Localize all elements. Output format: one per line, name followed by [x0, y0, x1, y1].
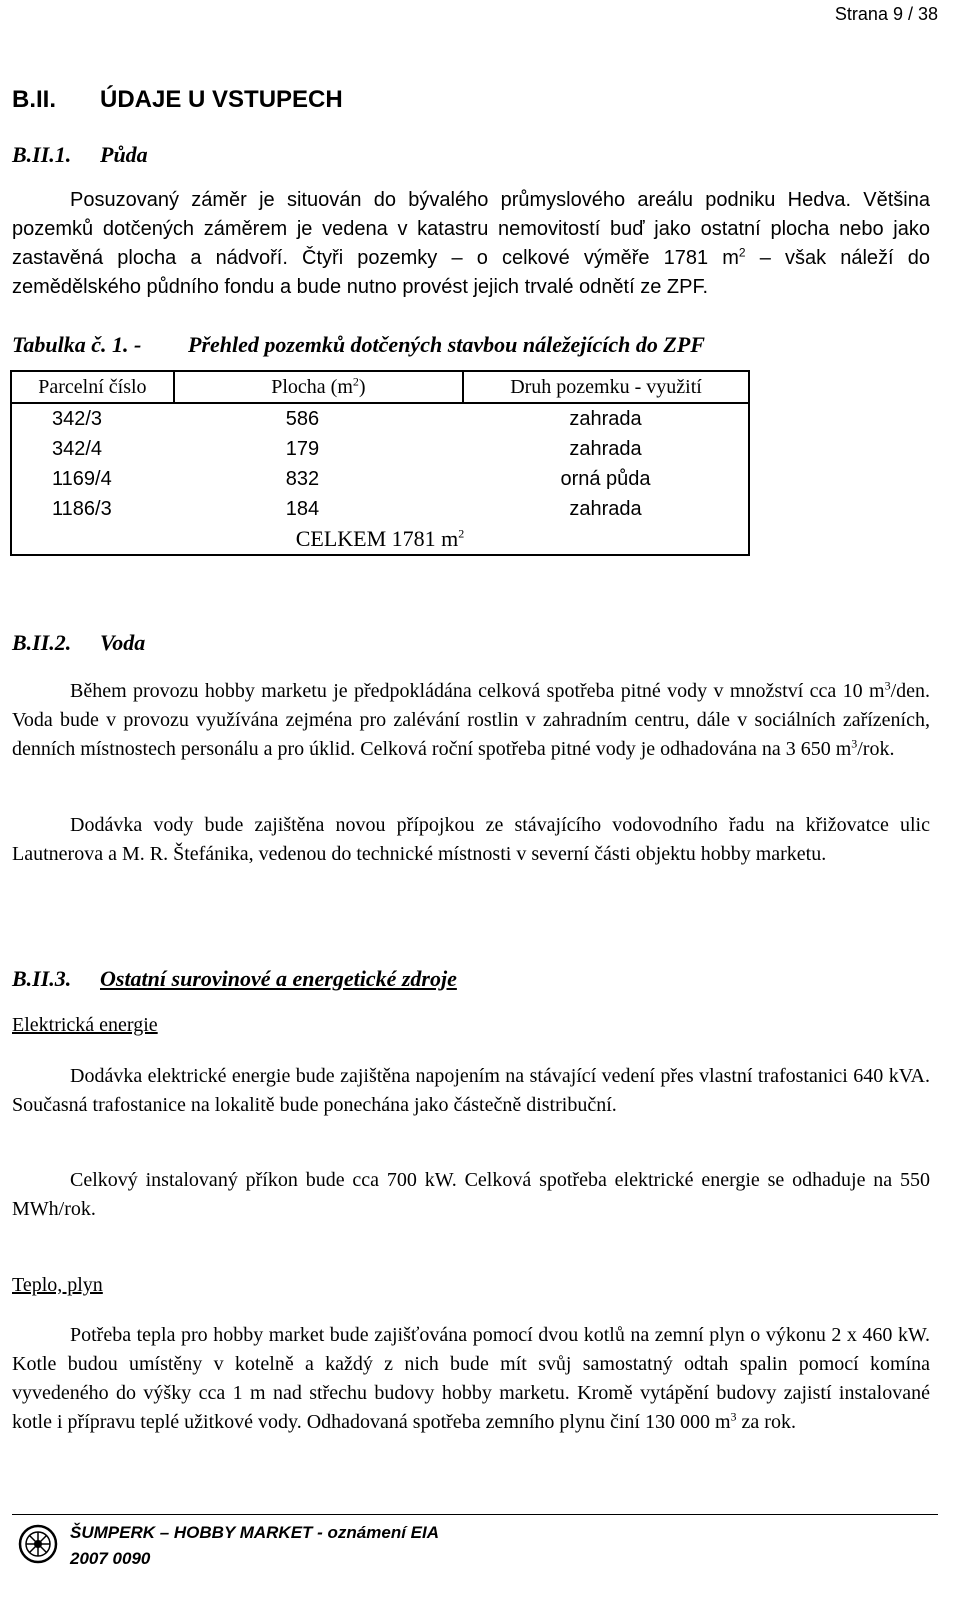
soil-section-number: B.II.1.: [12, 142, 72, 167]
water-text-a: Během provozu hobby marketu je předpokládána celková spotřeba pitné vody v množství cca 10 m: [70, 680, 885, 702]
table-header-row: [11, 371, 749, 403]
cell-parcel: 342/4: [52, 437, 103, 460]
header-land-type: Druh pozemku - využití: [463, 371, 749, 403]
land-parcels-table: [10, 370, 750, 556]
header-parcel-number: Parcelní číslo: [11, 371, 174, 403]
resources-section-title: Ostatní surovinové a energetické zdroje: [100, 966, 457, 991]
soil-section-title: Půda: [100, 142, 148, 167]
water-sup-2: 3: [851, 736, 858, 751]
heat-paragraph: [12, 1321, 930, 1437]
soil-text-a: Posuzovaný záměr je situován do bývalého průmyslového areálu podniku Hedva. Většina pozemků dotčených záměrem je vedena v katastru nemovitostí buď jako ostatní plocha nebo jako zastavěná plocha a nádvoří. Čtyři pozemky – o celkové výměře 1781 m: [12, 189, 930, 269]
footer-text: [70, 1520, 439, 1572]
header-area-close: ): [358, 375, 366, 398]
soil-paragraph: [12, 186, 930, 302]
heat-sup: 3: [730, 1409, 737, 1424]
footer-divider: [12, 1514, 938, 1515]
water-text-b: /den. Voda bude v provozu využívána zejména pro zalévání rostlin v zahradním centru, dále v sociálních zařízeních, denních místnostech personálu a pro úklid. Celková roční spotřeba pitné vody je odhadována na 3 650 m: [12, 680, 930, 760]
water-section-title: Voda: [100, 630, 146, 655]
table-row: [11, 494, 749, 524]
footer-line-1: ŠUMPERK – HOBBY MARKET - oznámení EIA: [70, 1523, 440, 1542]
water-paragraph-2: [12, 811, 930, 869]
electricity-text-2: Celkový instalovaný příkon bude cca 700 kW. Celková spotřeba elektrické energie se odhaduje na 550 MWh/rok.: [12, 1169, 930, 1220]
cell-type: zahrada: [569, 437, 642, 460]
section-title: ÚDAJE U VSTUPECH: [100, 86, 343, 113]
cell-parcel: 1169/4: [52, 467, 112, 490]
cell-parcel: 342/3: [52, 407, 103, 430]
water-paragraph-1: [12, 677, 930, 764]
water-section-number: B.II.2.: [12, 630, 72, 655]
cell-area: 832: [285, 467, 320, 490]
cell-type: zahrada: [569, 407, 642, 430]
company-logo-icon: [18, 1524, 58, 1564]
header-area-sup: 2: [352, 373, 359, 388]
resources-section-number: B.II.3.: [12, 966, 72, 991]
heat-text-b: za rok.: [736, 1411, 796, 1433]
header-area-text: Plocha (m: [271, 375, 353, 398]
table-row: [11, 464, 749, 494]
table-row: [11, 434, 749, 464]
header-area: [174, 371, 463, 403]
table-row: [11, 403, 749, 434]
water-text-c: /rok.: [857, 738, 895, 760]
electricity-paragraph-1: [12, 1062, 930, 1120]
heat-heading: Teplo, plyn: [12, 1274, 103, 1296]
soil-text-sup: 2: [738, 245, 746, 260]
footer-line-2: 2007 0090: [70, 1549, 151, 1568]
table-caption: [12, 332, 705, 358]
cell-parcel: 1186/3: [52, 497, 112, 520]
electricity-paragraph-2: [12, 1166, 930, 1224]
total-sup: 2: [458, 526, 465, 541]
total-text: CELKEM 1781 m: [295, 526, 459, 551]
water-text-2: Dodávka vody bude zajištěna novou přípojkou ze stávajícího vodovodního řadu na křižovatce ulic Lautnerova a M. R. Štefánika, vedenou do technické místnosti v severní části objektu hobby marketu.: [12, 814, 930, 865]
cell-type: zahrada: [569, 497, 642, 520]
table-title: Přehled pozemků dotčených stavbou náležejících do ZPF: [188, 332, 705, 357]
page-number: Strana 9 / 38: [834, 4, 938, 24]
cell-area: 179: [285, 437, 320, 460]
cell-total: [11, 524, 749, 555]
cell-area: 586: [285, 407, 320, 430]
water-sup-1: 3: [884, 678, 891, 693]
soil-text-b: – však náleží do zemědělského půdního fondu a bude nutno provést jejich trvalé odnětí ze ZPF.: [12, 247, 930, 298]
cell-type: orná půda: [560, 467, 651, 490]
electricity-heading: Elektrická energie: [12, 1014, 158, 1036]
table-total-row: [11, 524, 749, 555]
electricity-text-1: Dodávka elektrické energie bude zajištěna napojením na stávající vedení přes vlastní trafostanici 640 kVA. Současná trafostanice na lokalitě bude ponechána jako částečně distribuční.: [12, 1065, 930, 1116]
section-number: B.II.: [12, 86, 57, 113]
heat-text-a: Potřeba tepla pro hobby market bude zajišťována pomocí dvou kotlů na zemní plyn o výkonu 2 x 460 kW. Kotle budou umístěny v kotelně a každý z nich bude mít svůj samostatný odtah spalin pomocí komína vyvedeného do výšky cca 1 m nad střechu budovy hobby marketu. Kromě vytápění budovy zajistí instalované kotle i přípravu teplé užitkové vody. Odhadovaná spotřeba zemního plynu činí 130 000 m: [12, 1324, 930, 1433]
table-label: Tabulka č. 1. -: [12, 332, 142, 357]
cell-area: 184: [285, 497, 320, 520]
